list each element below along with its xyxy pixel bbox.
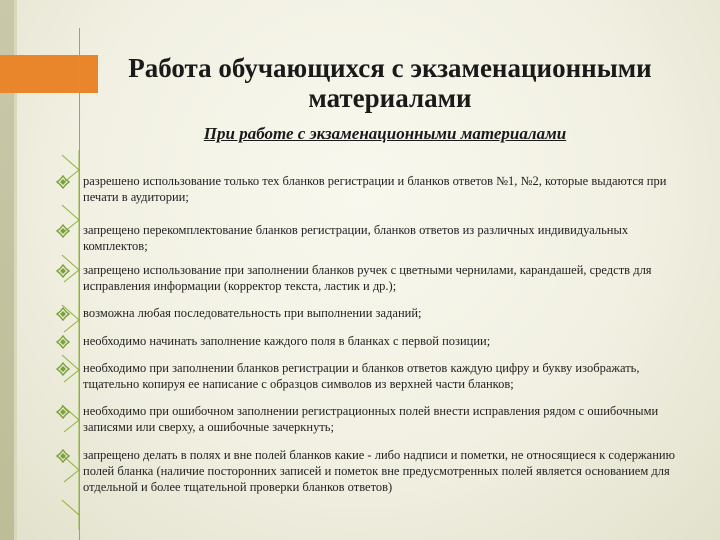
diamond-flourish-icon: [56, 175, 70, 189]
slide-subtitle: При работе с экзаменационными материалами: [203, 124, 567, 143]
diamond-flourish-icon: [56, 307, 70, 321]
diamond-flourish-icon: [56, 362, 70, 376]
list-item-text: необходимо при ошибочном заполнении регистрационных полей внести исправления рядом с ошибочными записями или сверху, а ошибочные зачеркнуть;: [83, 404, 659, 434]
list-item-text: возможна любая последовательность при выполнении заданий;: [83, 306, 422, 320]
diamond-flourish-icon: [56, 224, 70, 238]
list-item-text: разрешено использование только тех бланков регистрации и бланков ответов №1, №2, которые выдаются при печати в аудитории;: [83, 174, 667, 204]
orange-accent-tab: [0, 55, 98, 93]
diamond-flourish-icon: [56, 264, 70, 278]
diamond-flourish-icon: [56, 405, 70, 419]
green-arrow-decoration-icon: [22, 150, 82, 530]
diamond-flourish-icon: [56, 449, 70, 463]
list-item-text: запрещено делать в полях и вне полей бланков какие - либо надписи и пометки, не относящиеся к содержанию полей бланка (наличие посторонних записей и пометок вне предусмотренных полей является основанием для отдельной и более тщательной проверки бланков ответов): [83, 448, 675, 494]
list-item-text: запрещено использование при заполнении бланков ручек с цветными чернилами, карандашей, средств для исправления информации (корректор текста, ластик и др.);: [83, 263, 652, 293]
list-item-text: необходимо при заполнении бланков регистрации и бланков ответов каждую цифру и букву изображать, тщательно копируя ее написание с образцов символов из верхней части бланков;: [83, 361, 640, 391]
diamond-flourish-icon: [56, 335, 70, 349]
list-item-text: необходимо начинать заполнение каждого поля в бланках с первой позиции;: [83, 334, 491, 348]
list-item-text: запрещено перекомплектование бланков регистрации, бланков ответов из различных индивидуальных комплектов;: [83, 223, 629, 253]
slide-title: Работа обучающихся с экзаменационными материалами: [128, 53, 652, 113]
